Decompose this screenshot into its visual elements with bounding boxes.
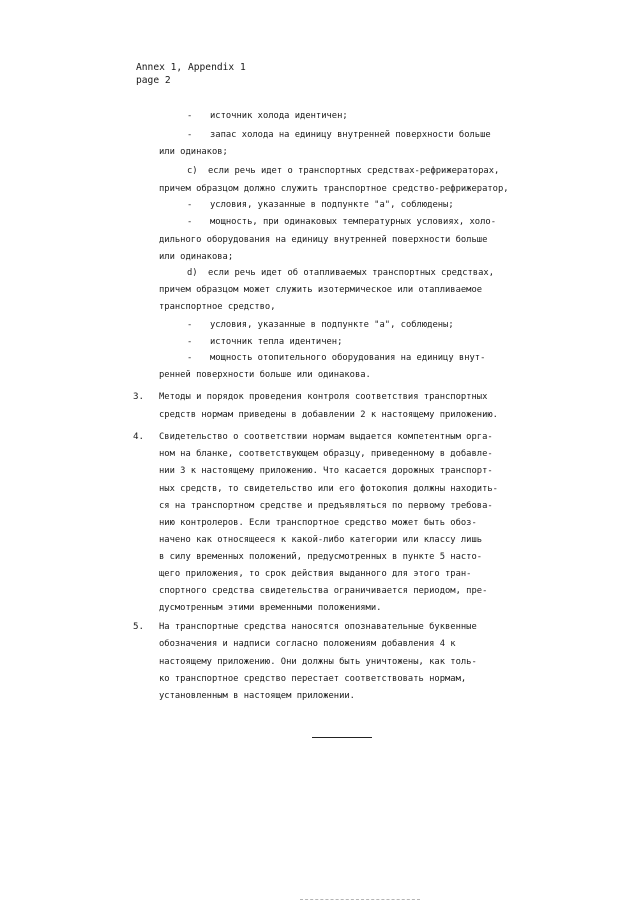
paragraph-line: нию контролеров. Если транспортное средство может быть обоз- <box>159 518 477 528</box>
bullet-text: условия, указанные в подпункте "а", соблюдены; <box>210 320 454 330</box>
paragraph-line: ных средств, то свидетельство или его фотокопия должны находить- <box>159 484 498 494</box>
bullet-dash: - <box>187 320 193 330</box>
paragraph-number: 5. <box>133 621 145 632</box>
bullet-dash: - <box>187 337 193 347</box>
paragraph-line: Свидетельство о соответствии нормам выдается компетентным орга- <box>159 432 493 442</box>
paragraph-line: настоящему приложению. Они должны быть уничтожены, как толь- <box>159 657 477 667</box>
bullet-dash: - <box>187 111 193 121</box>
bullet-continuation: или одинаков; <box>159 147 228 157</box>
bullet-dash: - <box>187 130 193 140</box>
paragraph-line: в силу временных положений, предусмотренных в пункте 5 насто- <box>159 552 483 562</box>
bullet-continuation: ренней поверхности больше или одинакова. <box>159 370 371 380</box>
bullet-continuation: или одинакова; <box>159 252 234 262</box>
bullet-text: источник тепла идентичен; <box>210 337 343 347</box>
bullet-text: запас холода на единицу внутренней поверхности больше <box>210 130 491 140</box>
paragraph-line: средств нормам приведены в добавлении 2 к настоящему приложению. <box>159 410 498 420</box>
paragraph-line: начено как относящееся к какой-либо категории или классу лишь <box>159 535 483 545</box>
paragraph-line: ном на бланке, соответствующем образцу, приведенному в добавле- <box>159 449 493 459</box>
paragraph-number: 4. <box>133 431 145 442</box>
page-number: page 2 <box>136 75 171 86</box>
paragraph-line: щего приложения, то срок действия выданного для этого тран- <box>159 569 472 579</box>
paragraph-line: ся на транспортном средстве и предъявляться по первому требова- <box>159 501 493 511</box>
paragraph-number: 3. <box>133 391 145 402</box>
bullet-dash: - <box>187 200 193 210</box>
bullet-text: мощность отопительного оборудования на единицу внут- <box>210 353 486 363</box>
bullet-dash: - <box>187 217 193 227</box>
bullet-text: условия, указанные в подпункте "а", соблюдены; <box>210 200 454 210</box>
paragraph-line: обозначения и надписи согласно положениям добавления 4 к <box>159 639 456 649</box>
item-c-line: если речь идет о транспортных средствах-рефрижераторах, <box>208 166 500 176</box>
bullet-text: мощность, при одинаковых температурных условиях, холо- <box>210 217 496 227</box>
annex-reference: Annex 1, Appendix 1 <box>136 62 246 73</box>
item-d-line: транспортное средство, <box>159 302 276 312</box>
item-d-label: d) <box>187 268 198 278</box>
bullet-text: источник холода идентичен; <box>210 111 348 121</box>
paragraph-line: ко транспортное средство перестает соответствовать нормам, <box>159 674 467 684</box>
item-c-line: причем образцом должно служить транспортное средство-рефрижератор, <box>159 184 509 194</box>
paragraph-line: На транспортные средства наносятся опознавательные буквенные <box>159 622 477 632</box>
scan-artifact-line <box>300 899 420 900</box>
item-c-label: c) <box>187 166 198 176</box>
paragraph-line: спортного средства свидетельства ограничивается периодом, пре- <box>159 586 488 596</box>
paragraph-line: дусмотренным этими временными положениями. <box>159 603 382 613</box>
item-d-line: причем образцом может служить изотермическое или отапливаемое <box>159 285 483 295</box>
bullet-continuation: дильного оборудования на единицу внутренней поверхности больше <box>159 235 488 245</box>
item-d-line: если речь идет об отапливаемых транспортных средствах, <box>208 268 494 278</box>
paragraph-line: установленным в настоящем приложении. <box>159 691 355 701</box>
paragraph-line: нии 3 к настоящему приложению. Что касается дорожных транспорт- <box>159 466 493 476</box>
end-of-text-rule <box>312 737 372 738</box>
bullet-dash: - <box>187 353 193 363</box>
paragraph-line: Методы и порядок проведения контроля соответствия транспортных <box>159 392 488 402</box>
